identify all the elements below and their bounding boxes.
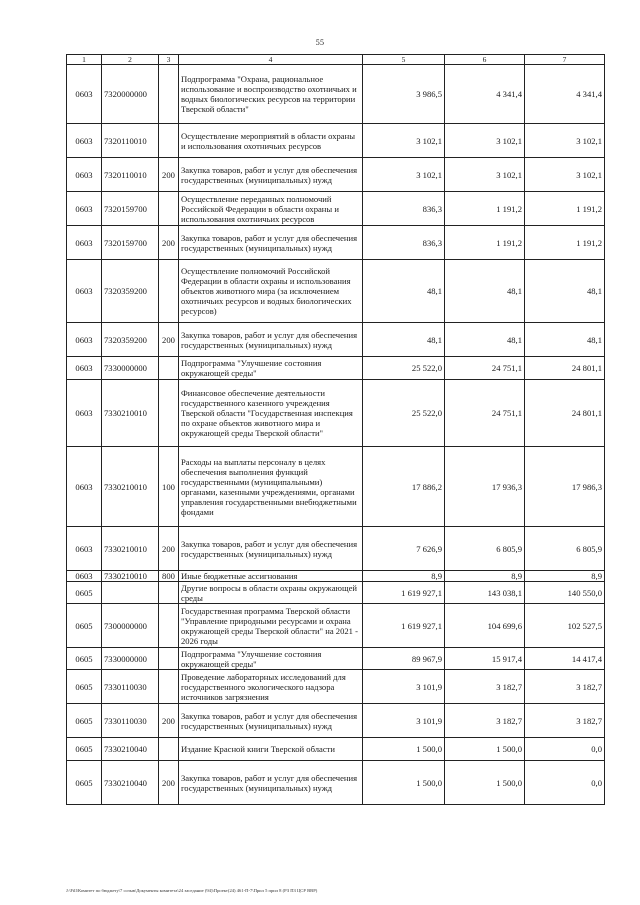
item-name-cell: Государственная программа Тверской области "Управление природными ресурсами и охрана окружающей среды Тверской области" на 2021 - 2026 годы	[179, 604, 363, 648]
amount-col7-cell: 48,1	[525, 323, 605, 357]
amount-col6-cell: 24 751,1	[445, 357, 525, 380]
target-code-cell: 7320000000	[102, 65, 159, 124]
section-code-cell: 0605	[67, 670, 102, 704]
amount-col6-cell: 3 182,7	[445, 704, 525, 738]
section-code-cell: 0603	[67, 380, 102, 447]
amount-col5-cell: 1 500,0	[363, 738, 445, 761]
expense-type-cell	[159, 357, 179, 380]
target-code-cell: 7320110010	[102, 158, 159, 192]
section-code-cell: 0603	[67, 226, 102, 260]
amount-col6-cell: 15 917,4	[445, 648, 525, 670]
target-code-cell: 7320159700	[102, 226, 159, 260]
amount-col5-cell: 17 886,2	[363, 447, 445, 527]
expense-type-cell	[159, 192, 179, 226]
amount-col7-cell: 14 417,4	[525, 648, 605, 670]
section-code-cell: 0603	[67, 323, 102, 357]
amount-col7-cell: 3 102,1	[525, 158, 605, 192]
section-code-cell: 0605	[67, 738, 102, 761]
item-name-cell: Иные бюджетные ассигнования	[179, 571, 363, 582]
table-row	[67, 704, 605, 738]
table-row	[67, 527, 605, 571]
amount-col7-cell: 48,1	[525, 260, 605, 323]
amount-col5-cell: 3 101,9	[363, 704, 445, 738]
column-number: 1	[67, 55, 102, 65]
item-name-cell: Закупка товаров, работ и услуг для обеспечения государственных (муниципальных) нужд	[179, 527, 363, 571]
amount-col6-cell: 1 500,0	[445, 738, 525, 761]
amount-col5-cell: 836,3	[363, 192, 445, 226]
target-code-cell: 7300000000	[102, 604, 159, 648]
table-row	[67, 192, 605, 226]
amount-col5-cell: 3 102,1	[363, 158, 445, 192]
amount-col5-cell: 7 626,9	[363, 527, 445, 571]
section-code-cell: 0605	[67, 582, 102, 604]
amount-col6-cell: 1 191,2	[445, 192, 525, 226]
amount-col7-cell: 0,0	[525, 761, 605, 805]
target-code-cell: 7320159700	[102, 192, 159, 226]
table-row	[67, 226, 605, 260]
section-code-cell: 0605	[67, 761, 102, 805]
amount-col6-cell: 3 102,1	[445, 124, 525, 158]
section-code-cell: 0605	[67, 704, 102, 738]
column-number-row	[67, 55, 605, 65]
target-code-cell	[102, 582, 159, 604]
target-code-cell: 7330210010	[102, 447, 159, 527]
table-row	[67, 260, 605, 323]
table-row	[67, 738, 605, 761]
target-code-cell: 7330000000	[102, 648, 159, 670]
amount-col5-cell: 89 967,9	[363, 648, 445, 670]
expense-type-cell: 200	[159, 226, 179, 260]
target-code-cell: 7330110030	[102, 670, 159, 704]
item-name-cell: Подпрограмма "Охрана, рациональное использование и воспроизводство охотничьих и водных биологических ресурсов на территории Тверской области"	[179, 65, 363, 124]
budget-table	[66, 54, 605, 805]
amount-col6-cell: 48,1	[445, 260, 525, 323]
target-code-cell: 7320359200	[102, 260, 159, 323]
table-row	[67, 323, 605, 357]
item-name-cell: Закупка товаров, работ и услуг для обеспечения государственных (муниципальных) нужд	[179, 323, 363, 357]
amount-col5-cell: 3 986,5	[363, 65, 445, 124]
item-name-cell: Другие вопросы в области охраны окружающей среды	[179, 582, 363, 604]
item-name-cell: Проведение лабораторных исследований для государственного экологического надзора источников загрязнения	[179, 670, 363, 704]
amount-col7-cell: 6 805,9	[525, 527, 605, 571]
column-number: 2	[102, 55, 159, 65]
amount-col5-cell: 1 500,0	[363, 761, 445, 805]
table-row	[67, 380, 605, 447]
amount-col6-cell: 104 699,6	[445, 604, 525, 648]
item-name-cell: Закупка товаров, работ и услуг для обеспечения государственных (муниципальных) нужд	[179, 704, 363, 738]
expense-type-cell	[159, 65, 179, 124]
expense-type-cell: 200	[159, 323, 179, 357]
amount-col5-cell: 48,1	[363, 260, 445, 323]
item-name-cell: Закупка товаров, работ и услуг для обеспечения государственных (муниципальных) нужд	[179, 158, 363, 192]
column-number: 7	[525, 55, 605, 65]
amount-col7-cell: 1 191,2	[525, 192, 605, 226]
item-name-cell: Расходы на выплаты персоналу в целях обеспечения выполнения функций государственными (муниципальными) органами, казенными учреждениями, органами управления государственными внебюджетными фондами	[179, 447, 363, 527]
section-code-cell: 0603	[67, 447, 102, 527]
expense-type-cell	[159, 380, 179, 447]
item-name-cell: Издание Красной книги Тверской области	[179, 738, 363, 761]
amount-col5-cell: 1 619 927,1	[363, 582, 445, 604]
amount-col5-cell: 25 522,0	[363, 380, 445, 447]
expense-type-cell: 200	[159, 158, 179, 192]
expense-type-cell	[159, 604, 179, 648]
amount-col6-cell: 1 191,2	[445, 226, 525, 260]
expense-type-cell: 200	[159, 527, 179, 571]
table-row	[67, 571, 605, 582]
amount-col6-cell: 24 751,1	[445, 380, 525, 447]
expense-type-cell	[159, 648, 179, 670]
section-code-cell: 0603	[67, 527, 102, 571]
amount-col5-cell: 1 619 927,1	[363, 604, 445, 648]
section-code-cell: 0603	[67, 124, 102, 158]
page-number: 55	[315, 38, 325, 47]
amount-col7-cell: 3 182,7	[525, 704, 605, 738]
amount-col7-cell: 3 102,1	[525, 124, 605, 158]
target-code-cell: 7320359200	[102, 323, 159, 357]
section-code-cell: 0603	[67, 192, 102, 226]
section-code-cell: 0603	[67, 65, 102, 124]
amount-col6-cell: 3 102,1	[445, 158, 525, 192]
column-number: 4	[179, 55, 363, 65]
expense-type-cell: 200	[159, 761, 179, 805]
target-code-cell: 7320110010	[102, 124, 159, 158]
table-row	[67, 65, 605, 124]
amount-col6-cell: 4 341,4	[445, 65, 525, 124]
target-code-cell: 7330210010	[102, 571, 159, 582]
amount-col5-cell: 25 522,0	[363, 357, 445, 380]
section-code-cell: 0603	[67, 571, 102, 582]
amount-col5-cell: 3 102,1	[363, 124, 445, 158]
expense-type-cell: 800	[159, 571, 179, 582]
expense-type-cell	[159, 260, 179, 323]
amount-col6-cell: 143 038,1	[445, 582, 525, 604]
amount-col7-cell: 102 527,5	[525, 604, 605, 648]
item-name-cell: Осуществление переданных полномочий Российской Федерации в области охраны и использования охотничьих ресурсов	[179, 192, 363, 226]
amount-col6-cell: 17 936,3	[445, 447, 525, 527]
item-name-cell: Финансовое обеспечение деятельности государственного казенного учреждения Тверской области "Государственная инспекция по охране объектов животного мира и окружающей среды Тверской области"	[179, 380, 363, 447]
table-body	[67, 65, 605, 805]
target-code-cell: 7330110030	[102, 704, 159, 738]
table-row	[67, 648, 605, 670]
expense-type-cell	[159, 738, 179, 761]
amount-col6-cell: 3 182,7	[445, 670, 525, 704]
amount-col7-cell: 24 801,1	[525, 380, 605, 447]
section-code-cell: 0605	[67, 604, 102, 648]
expense-type-cell	[159, 670, 179, 704]
amount-col7-cell: 0,0	[525, 738, 605, 761]
target-code-cell: 7330210040	[102, 761, 159, 805]
table-row	[67, 158, 605, 192]
table-row	[67, 124, 605, 158]
section-code-cell: 0603	[67, 158, 102, 192]
amount-col6-cell: 1 500,0	[445, 761, 525, 805]
amount-col7-cell: 3 182,7	[525, 670, 605, 704]
table-row	[67, 357, 605, 380]
item-name-cell: Подпрограмма "Улучшение состояния окружающей среды"	[179, 648, 363, 670]
amount-col5-cell: 836,3	[363, 226, 445, 260]
amount-col5-cell: 8,9	[363, 571, 445, 582]
table-row	[67, 447, 605, 527]
amount-col7-cell: 1 191,2	[525, 226, 605, 260]
amount-col7-cell: 4 341,4	[525, 65, 605, 124]
target-code-cell: 7330210010	[102, 527, 159, 571]
amount-col7-cell: 24 801,1	[525, 357, 605, 380]
section-code-cell: 0603	[67, 357, 102, 380]
amount-col7-cell: 8,9	[525, 571, 605, 582]
column-number: 6	[445, 55, 525, 65]
expense-type-cell	[159, 582, 179, 604]
column-number: 3	[159, 55, 179, 65]
amount-col5-cell: 48,1	[363, 323, 445, 357]
amount-col6-cell: 48,1	[445, 323, 525, 357]
file-path-footer: J:\Fill\Комитет по бюджету\7 созыв\Документы комитета\24 заседание (94)\Проект(24) 461-П-7\Прил 5 прил 8 (РЗ ПЗ ЦСР ВВР)	[66, 888, 318, 893]
item-name-cell: Закупка товаров, работ и услуг для обеспечения государственных (муниципальных) нужд	[179, 761, 363, 805]
section-code-cell: 0603	[67, 260, 102, 323]
table-row	[67, 670, 605, 704]
item-name-cell: Осуществление полномочий Российской Федерации в области охраны и использования объектов животного мира (за исключением охотничьих ресурсов и водных биологических ресурсов)	[179, 260, 363, 323]
expense-type-cell	[159, 124, 179, 158]
section-code-cell: 0605	[67, 648, 102, 670]
item-name-cell: Подпрограмма "Улучшение состояния окружающей среды"	[179, 357, 363, 380]
amount-col7-cell: 17 986,3	[525, 447, 605, 527]
item-name-cell: Осуществление мероприятий в области охраны и использования охотничьих ресурсов	[179, 124, 363, 158]
expense-type-cell: 100	[159, 447, 179, 527]
amount-col6-cell: 6 805,9	[445, 527, 525, 571]
target-code-cell: 7330210010	[102, 380, 159, 447]
item-name-cell: Закупка товаров, работ и услуг для обеспечения государственных (муниципальных) нужд	[179, 226, 363, 260]
expense-type-cell: 200	[159, 704, 179, 738]
column-number: 5	[363, 55, 445, 65]
amount-col5-cell: 3 101,9	[363, 670, 445, 704]
table-row	[67, 604, 605, 648]
amount-col6-cell: 8,9	[445, 571, 525, 582]
target-code-cell: 7330210040	[102, 738, 159, 761]
table-row	[67, 761, 605, 805]
amount-col7-cell: 140 550,0	[525, 582, 605, 604]
table-row	[67, 582, 605, 604]
target-code-cell: 7330000000	[102, 357, 159, 380]
